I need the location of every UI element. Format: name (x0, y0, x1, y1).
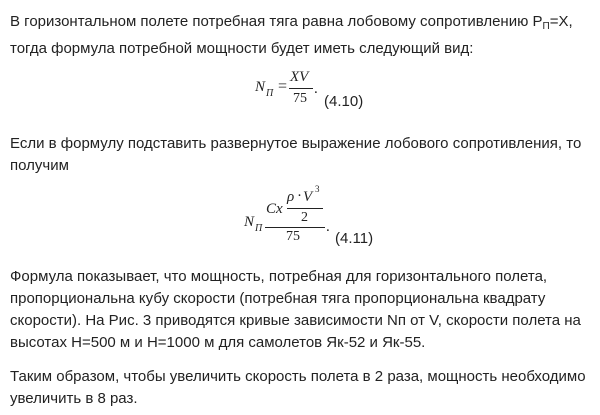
paragraph-intro (10, 11, 595, 60)
eq1-denominator: 75 (293, 91, 307, 106)
eq2-number: (4.11) (335, 230, 374, 247)
thrust-subscript: П (542, 21, 550, 32)
eq1-number: (4.10) (324, 93, 364, 110)
eq2-dot: . (326, 219, 330, 235)
eq2-cx: Cx (266, 201, 283, 217)
eq2-inner-fraction-bar (287, 208, 323, 209)
paragraph-conclusion: Таким образом, чтобы увеличить скорость полета в 2 раза, мощность необходимо увеличить в 8 раз. (10, 368, 586, 407)
eq2-v: V (303, 189, 313, 205)
eq2-main-fraction-bar (265, 227, 325, 228)
eq1-lhs-subscript: П (266, 88, 274, 99)
eq2-inner-denominator: 2 (301, 210, 308, 225)
eq2-lhs-subscript: П (255, 223, 263, 234)
eq1-numerator: XV (290, 69, 309, 85)
paragraph-power-curves: Формула показывает, что мощность, потребная для горизонтального полета, пропорциональна кубу скорости (потребная тяга пропорциональна квадрату скорости). На Рис. 3 приводятся кривые зависимости Nп от V, скорости полета на высотах H=500 м и H=1000 м для самолетов Як-52 и Як-55. (10, 268, 581, 351)
paragraph-substitution: Если в формулу подставить развернутое выражение лобового сопротивления, то получим (10, 135, 582, 174)
intro-text-end: =X, тогда формула потребной мощности будет иметь следующий вид: (10, 13, 573, 57)
eq2-denominator: 75 (286, 229, 300, 244)
eq2-cdot: · (297, 188, 302, 204)
eq1-lhs: N (255, 79, 266, 95)
eq2-v-exponent: 3 (315, 184, 320, 194)
eq1-equals: = (278, 78, 288, 95)
eq1-fraction-bar (289, 88, 313, 89)
eq2-rho: ρ (287, 189, 295, 205)
eq1-dot: . (314, 81, 318, 97)
intro-text-start: В горизонтальном полете потребная тяга равна лобовому сопротивлению P (10, 13, 543, 30)
eq2-lhs: N (244, 214, 255, 230)
